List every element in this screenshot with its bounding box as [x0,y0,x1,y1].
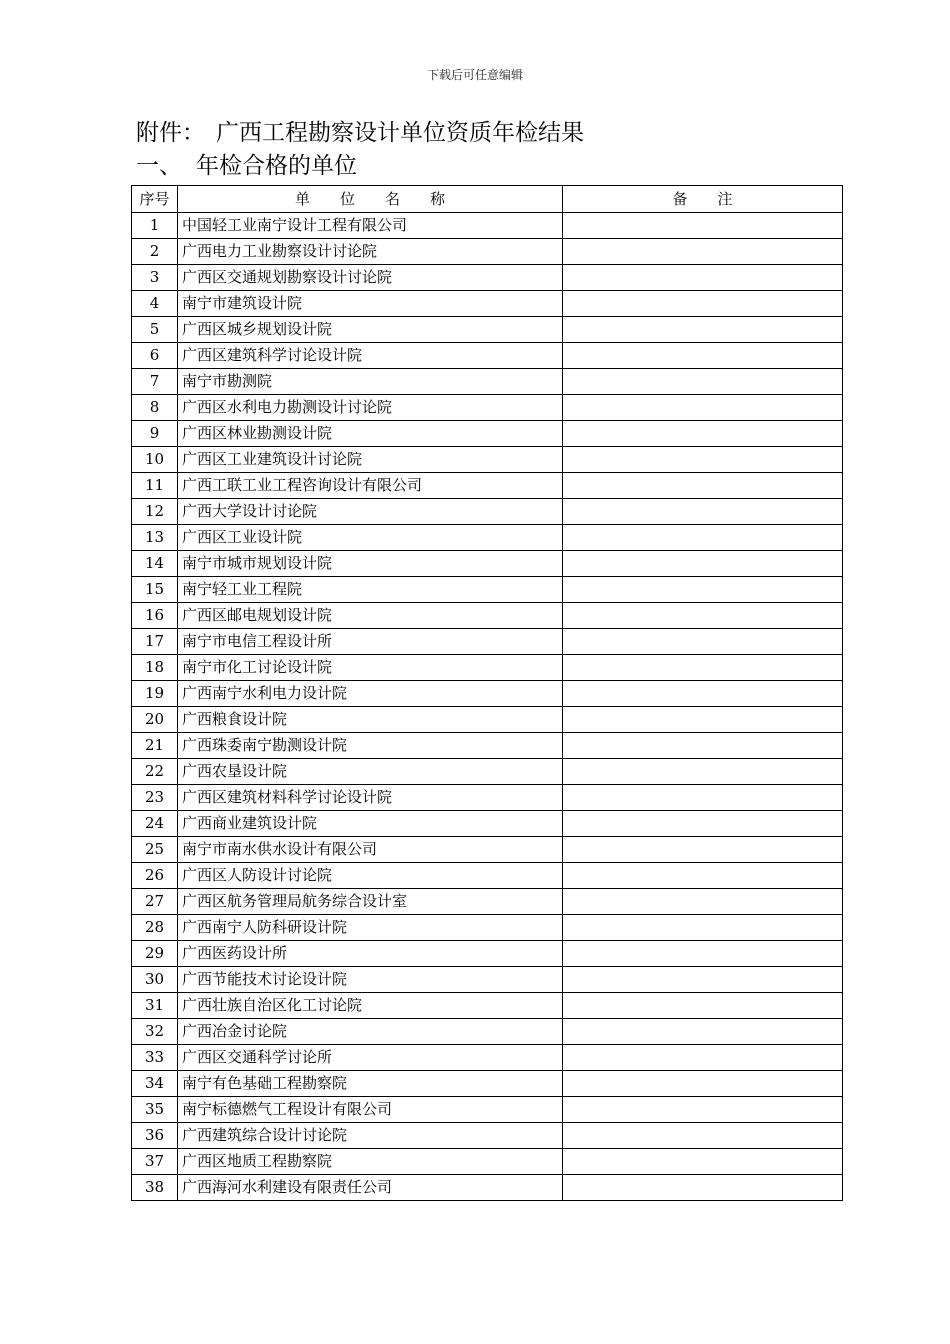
row-unit-name: 南宁轻工业工程院 [178,577,563,603]
row-seq: 38 [132,1175,178,1201]
row-seq: 32 [132,1019,178,1045]
table-row [132,1071,843,1097]
row-unit-name: 南宁市南水供水设计有限公司 [178,837,563,863]
row-seq: 34 [132,1071,178,1097]
table-row [132,213,843,239]
row-note [563,265,843,291]
row-unit-name: 广西医药设计所 [178,941,563,967]
row-seq: 21 [132,733,178,759]
header-note: 备 注 [563,186,843,213]
row-seq: 14 [132,551,178,577]
table-row [132,525,843,551]
row-unit-name: 广西区城乡规划设计院 [178,317,563,343]
row-note [563,759,843,785]
row-note [563,395,843,421]
row-note [563,1149,843,1175]
table-row [132,447,843,473]
row-seq: 31 [132,993,178,1019]
table-row [132,889,843,915]
row-note [563,239,843,265]
row-unit-name: 广西农垦设计院 [178,759,563,785]
table-row [132,499,843,525]
row-unit-name: 广西海河水利建设有限责任公司 [178,1175,563,1201]
section-title: 年检合格的单位 [196,153,357,179]
table-row [132,759,843,785]
table-row [132,577,843,603]
row-unit-name: 广西区建筑科学讨论设计院 [178,343,563,369]
document-title [136,114,584,147]
row-unit-name: 广西工联工业工程咨询设计有限公司 [178,473,563,499]
row-note [563,421,843,447]
row-note [563,915,843,941]
table-row [132,1123,843,1149]
table-row [132,473,843,499]
row-note [563,525,843,551]
row-seq: 5 [132,317,178,343]
row-unit-name: 广西大学设计讨论院 [178,499,563,525]
row-note [563,1071,843,1097]
row-unit-name: 广西建筑综合设计讨论院 [178,1123,563,1149]
title-text: 广西工程勘察设计单位资质年检结果 [216,120,584,146]
row-note [563,1175,843,1201]
row-unit-name: 广西珠委南宁勘测设计院 [178,733,563,759]
row-seq: 3 [132,265,178,291]
header-unit-name: 单 位 名 称 [178,186,563,213]
table-row [132,785,843,811]
row-note [563,733,843,759]
table-row [132,967,843,993]
table-row [132,629,843,655]
table-row [132,395,843,421]
row-seq: 20 [132,707,178,733]
table-row [132,551,843,577]
row-seq: 8 [132,395,178,421]
header-seq: 序号 [132,186,178,213]
row-seq: 4 [132,291,178,317]
row-unit-name: 广西区工业设计院 [178,525,563,551]
table-row [132,421,843,447]
row-seq: 17 [132,629,178,655]
row-note [563,811,843,837]
row-unit-name: 广西区林业勘测设计院 [178,421,563,447]
table-row [132,1097,843,1123]
row-seq: 33 [132,1045,178,1071]
table-body [132,213,843,1201]
row-unit-name: 广西粮食设计院 [178,707,563,733]
row-note [563,603,843,629]
row-note [563,1097,843,1123]
page-header-note: 下载后可任意编辑 [426,68,523,82]
table-header-row [132,186,843,213]
row-note [563,473,843,499]
row-seq: 13 [132,525,178,551]
row-note [563,655,843,681]
row-seq: 37 [132,1149,178,1175]
row-unit-name: 南宁市建筑设计院 [178,291,563,317]
table-row [132,811,843,837]
table-row [132,603,843,629]
row-unit-name: 广西区航务管理局航务综合设计室 [178,889,563,915]
row-unit-name: 广西电力工业勘察设计讨论院 [178,239,563,265]
row-seq: 26 [132,863,178,889]
row-seq: 15 [132,577,178,603]
row-note [563,993,843,1019]
row-note [563,551,843,577]
table-row [132,655,843,681]
row-note [563,863,843,889]
table-row [132,343,843,369]
qualified-units-table [131,185,843,1201]
row-seq: 22 [132,759,178,785]
row-unit-name: 广西商业建筑设计院 [178,811,563,837]
row-unit-name: 广西区交通科学讨论所 [178,1045,563,1071]
table-row [132,1149,843,1175]
row-note [563,499,843,525]
row-note [563,681,843,707]
row-note [563,1123,843,1149]
table-row [132,837,843,863]
row-unit-name: 广西冶金讨论院 [178,1019,563,1045]
row-unit-name: 南宁市电信工程设计所 [178,629,563,655]
row-unit-name: 广西区交通规划勘察设计讨论院 [178,265,563,291]
row-seq: 27 [132,889,178,915]
row-note [563,941,843,967]
row-note [563,369,843,395]
table-row [132,941,843,967]
row-unit-name: 广西区工业建筑设计讨论院 [178,447,563,473]
table-row [132,1019,843,1045]
row-note [563,577,843,603]
row-unit-name: 广西区邮电规划设计院 [178,603,563,629]
table-row [132,707,843,733]
row-seq: 35 [132,1097,178,1123]
row-seq: 1 [132,213,178,239]
row-seq: 7 [132,369,178,395]
row-seq: 23 [132,785,178,811]
row-seq: 16 [132,603,178,629]
row-seq: 9 [132,421,178,447]
row-seq: 6 [132,343,178,369]
row-seq: 25 [132,837,178,863]
row-note [563,889,843,915]
row-unit-name: 广西南宁水利电力设计院 [178,681,563,707]
row-unit-name: 广西区建筑材料科学讨论设计院 [178,785,563,811]
section-heading [136,147,357,180]
row-note [563,1019,843,1045]
row-unit-name: 中国轻工业南宁设计工程有限公司 [178,213,563,239]
row-unit-name: 广西壮族自治区化工讨论院 [178,993,563,1019]
row-unit-name: 广西南宁人防科研设计院 [178,915,563,941]
row-note [563,291,843,317]
row-unit-name: 广西区地质工程勘察院 [178,1149,563,1175]
row-seq: 10 [132,447,178,473]
table-row [132,681,843,707]
row-note [563,967,843,993]
row-unit-name: 广西区水利电力勘测设计讨论院 [178,395,563,421]
row-seq: 11 [132,473,178,499]
row-unit-name: 南宁市化工讨论设计院 [178,655,563,681]
row-note [563,447,843,473]
row-seq: 28 [132,915,178,941]
section-number: 一、 [136,153,182,179]
row-seq: 30 [132,967,178,993]
table-row [132,239,843,265]
row-note [563,1045,843,1071]
title-prefix: 附件： [136,120,205,146]
table-row [132,915,843,941]
row-note [563,629,843,655]
table-row [132,369,843,395]
row-note [563,343,843,369]
row-unit-name: 南宁标德燃气工程设计有限公司 [178,1097,563,1123]
row-seq: 29 [132,941,178,967]
row-unit-name: 南宁有色基础工程勘察院 [178,1071,563,1097]
row-seq: 36 [132,1123,178,1149]
row-seq: 24 [132,811,178,837]
row-seq: 18 [132,655,178,681]
table-row [132,863,843,889]
table-row [132,993,843,1019]
row-note [563,837,843,863]
table-row [132,317,843,343]
table-row [132,291,843,317]
row-note [563,317,843,343]
table-row [132,1045,843,1071]
table-row [132,265,843,291]
table-row [132,1175,843,1201]
row-seq: 12 [132,499,178,525]
row-unit-name: 南宁市勘测院 [178,369,563,395]
row-note [563,707,843,733]
row-seq: 2 [132,239,178,265]
row-seq: 19 [132,681,178,707]
row-unit-name: 广西区人防设计讨论院 [178,863,563,889]
row-unit-name: 广西节能技术讨论设计院 [178,967,563,993]
row-unit-name: 南宁市城市规划设计院 [178,551,563,577]
row-note [563,213,843,239]
row-note [563,785,843,811]
table-row [132,733,843,759]
